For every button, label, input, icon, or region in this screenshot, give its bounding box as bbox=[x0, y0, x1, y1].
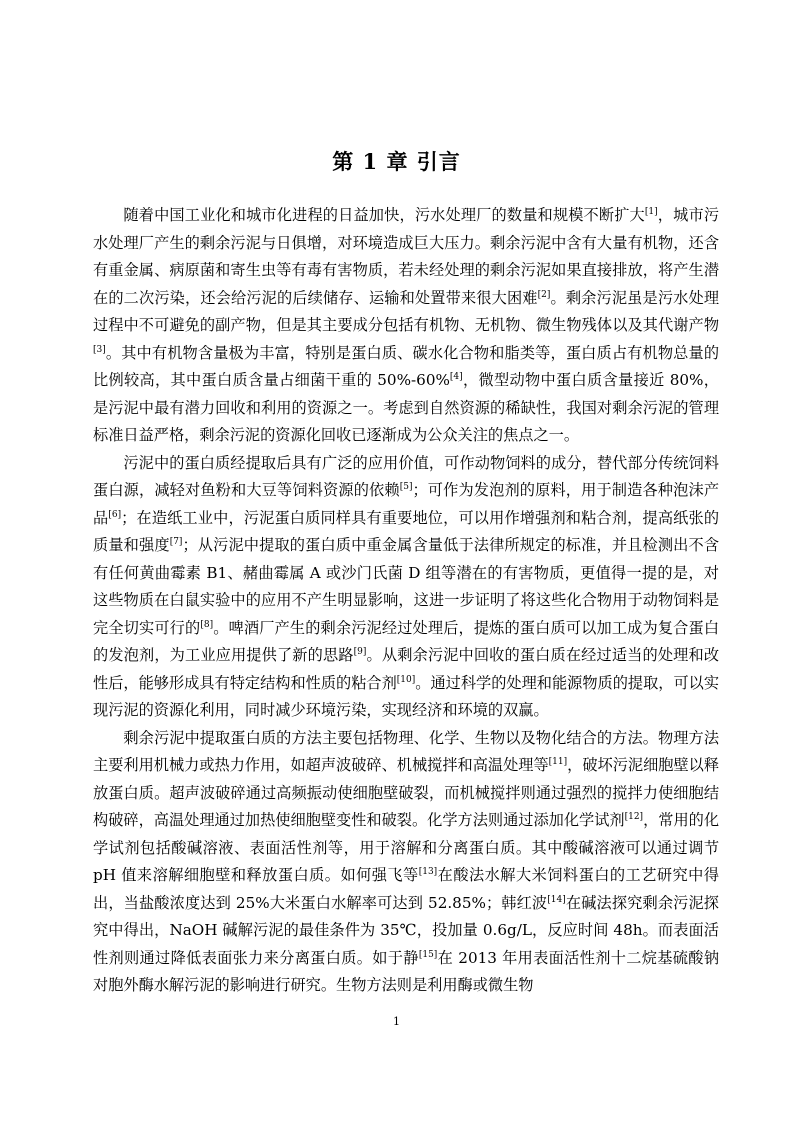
citation-marker: [8] bbox=[200, 619, 214, 630]
paragraph-1 bbox=[93, 202, 719, 450]
text-run: 。剩余污泥虽是污水处理过程中不可避免的副产物，但是其主要成分包括有机物、无机物、微生物残体以及其代谢产物 bbox=[93, 288, 720, 334]
text-run: 。其中有机物含量极为丰富，特别是蛋白质、碳水化合物和脂类等，蛋白质占有机物总量的比例较高，其中蛋白质含量占细菌干重的 50%-60% bbox=[93, 343, 719, 389]
text-run: 。通过科学的处理和能源物质的提取，可以实现污泥的资源化利用，同时减少环境污染，实现经济和环境的双赢。 bbox=[93, 673, 720, 719]
citation-marker: [13] bbox=[418, 866, 438, 877]
text-run: 随着中国工业化和城市化进程的日益加快，污水处理厂的数量和规模不断扩大 bbox=[123, 206, 645, 224]
text-run: ，破坏污泥细胞壁以释放蛋白质。超声波破碎通过高频振动使细胞壁破裂，而机械搅拌则通过强烈的搅拌力使细胞结构破碎，高温处理通过加热使细胞壁变性和破裂。化学方法则通过添加化学试剂 bbox=[93, 756, 720, 829]
citation-marker: [1] bbox=[644, 206, 658, 217]
text-run: ，常用的化学试剂包括酸碱溶液、表面活性剂等，用于溶解和分离蛋白质。其中酸碱溶液可以通过调节 pH 值来溶解细胞壁和释放蛋白质。如何强飞等 bbox=[93, 811, 720, 884]
body-text bbox=[93, 202, 719, 1000]
citation-marker: [6] bbox=[108, 509, 122, 520]
text-run: 剩余污泥中提取蛋白质的方法主要包括物理、化学、生物以及物化结合的方法。物理方法主要利用机械力或热力作用，如超声波破碎、机械搅拌和高温处理等 bbox=[93, 728, 719, 774]
citation-marker: [11] bbox=[548, 756, 568, 767]
text-run: ，城市污水处理厂产生的剩余污泥与日俱增，对环境造成巨大压力。剩余污泥中含有大量有机物，还含有重金属、病原菌和寄生虫等有毒有害物质，若未经处理的剩余污泥如果直接排放，将产生潜在的二次污染，还会给污泥的后续储存、运输和处置带来很大困难 bbox=[93, 206, 720, 307]
paragraph-2 bbox=[93, 450, 719, 725]
text-run: 。从剩余污泥中回收的蛋白质在经过适当的处理和改性后，能够形成具有特定结构和性质的粘合剂 bbox=[93, 646, 720, 692]
citation-marker: [2] bbox=[537, 289, 551, 300]
citation-marker: [14] bbox=[547, 894, 566, 905]
citation-marker: [5] bbox=[399, 481, 413, 492]
citation-marker: [10] bbox=[396, 674, 416, 685]
text-run: ；在造纸工业中，污泥蛋白质同样具有重要地位，可以用作增强剂和粘合剂，提高纸张的质量和强度 bbox=[93, 508, 720, 554]
chapter-title: 第 1 章 引言 bbox=[332, 149, 461, 174]
text-run: 。啤酒厂产生的剩余污泥经过处理后，提炼的蛋白质可以加工成为复合蛋白的发泡剂，为工业应用提供了新的思路 bbox=[93, 618, 720, 664]
paragraph-3 bbox=[93, 725, 719, 1000]
citation-marker: [3] bbox=[93, 344, 106, 355]
citation-marker: [4] bbox=[449, 371, 463, 382]
text-run: ；可作为发泡剂的原料，用于制造各种泡沫产品 bbox=[93, 481, 720, 527]
page-number: 1 bbox=[393, 1015, 400, 1028]
text-run: ；从污泥中提取的蛋白质中重金属含量低于法律所规定的标准，并且检测出不含有任何黄曲霉素 B1、赭曲霉属 A 或沙门氏菌 D 组等潜在的有害物质，更值得一提的是，对这些物质在白鼠实验中的应用不产生明显影响，这进一步证明了将这些化合物用于动物饲料是完全切实可行的 bbox=[93, 536, 720, 637]
text-run: 在碱法探究剩余污泥探究中得出，NaOH 碱解污泥的最佳条件为 35℃，投加量 0.6g/L，反应时间 48h。而表面活性剂则通过降低表面张力来分离蛋白质。如于静 bbox=[93, 893, 719, 967]
citation-marker: [15] bbox=[418, 949, 438, 960]
citation-marker: [9] bbox=[353, 646, 367, 657]
citation-marker: [12] bbox=[624, 811, 644, 822]
citation-marker: [7] bbox=[169, 536, 183, 547]
text-run: 在 2013 年用表面活性剂十二烷基硫酸钠对胞外酶水解污泥的影响进行研究。生物方法则是利用酶或微生物 bbox=[93, 948, 720, 994]
text-run: 在酸法水解大米饲料蛋白的工艺研究中得出，当盐酸浓度达到 25%大米蛋白水解率可达到 52.85%；韩红波 bbox=[93, 866, 720, 912]
text-run: 污泥中的蛋白质经提取后具有广泛的应用价值，可作动物饲料的成分，替代部分传统饲料蛋白源，减轻对鱼粉和大豆等饲料资源的依赖 bbox=[93, 453, 719, 499]
text-run: ，微型动物中蛋白质含量接近 80%，是污泥中最有潜力回收和利用的资源之一。考虑到自然资源的稀缺性，我国对剩余污泥的管理标准日益严格，剩余污泥的资源化回收已逐渐成为公众关注的焦点之一。 bbox=[93, 371, 719, 444]
